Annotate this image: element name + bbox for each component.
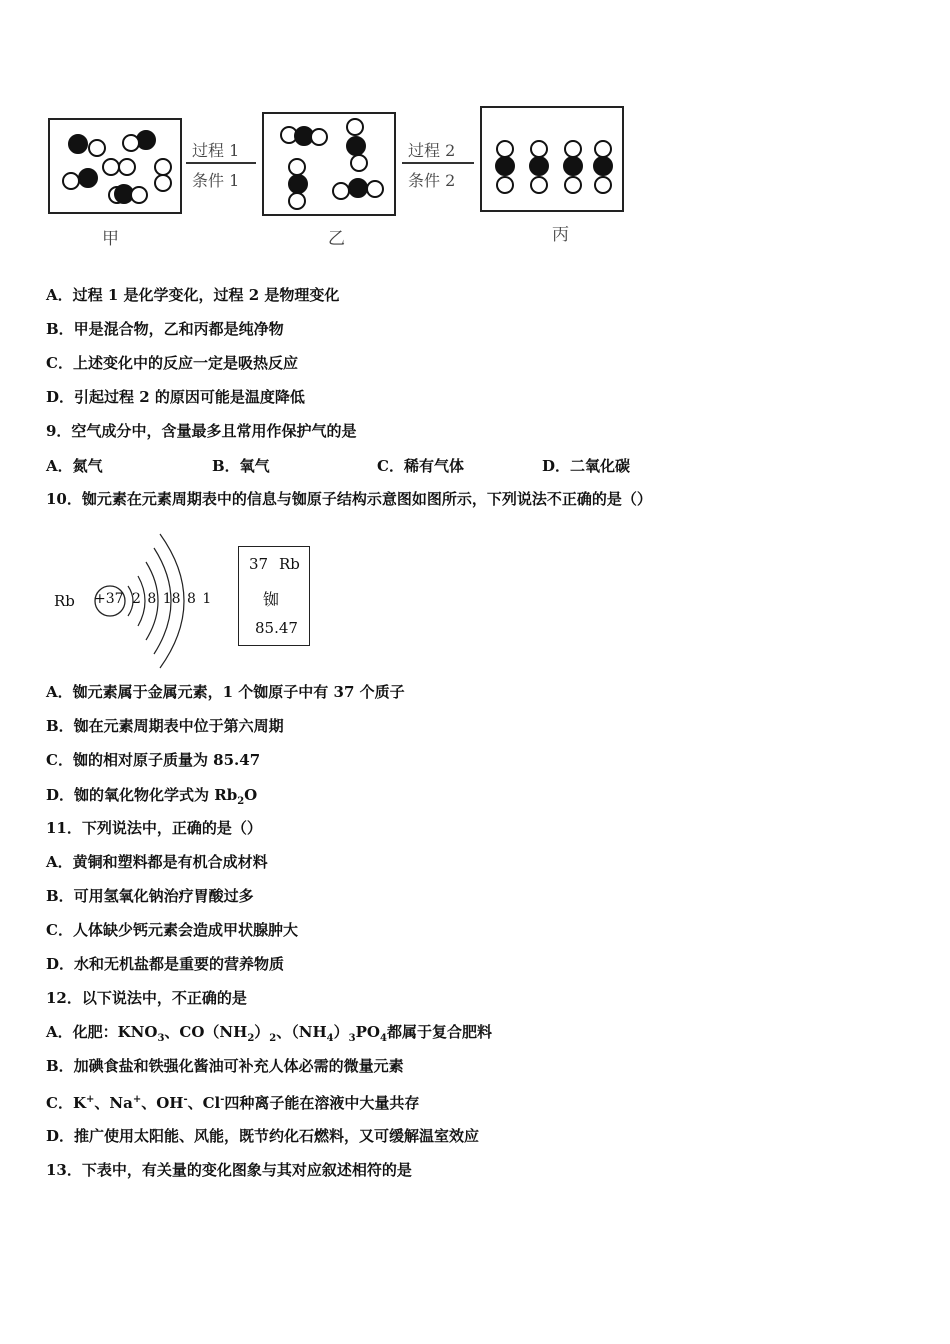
element-symbol: Rb bbox=[279, 555, 300, 573]
q10-d-text-end: O bbox=[244, 786, 258, 804]
white-atom bbox=[594, 176, 612, 194]
q12-c-part: 、OH bbox=[141, 1094, 184, 1112]
q12-a-sub: 3 bbox=[157, 1033, 165, 1044]
q12-stem: 12．以下说法中，不正确的是 bbox=[46, 989, 247, 1007]
white-atom bbox=[564, 176, 582, 194]
q11-option-b: B．可用氢氧化钠治疗胃酸过多 bbox=[46, 887, 254, 905]
white-atom bbox=[88, 139, 106, 157]
q10-option-b: B．铷在元素周期表中位于第六周期 bbox=[46, 717, 284, 735]
black-atom bbox=[288, 174, 308, 194]
q12-a-sub: 2 bbox=[247, 1033, 255, 1044]
q12-c-part: 四种离子能在溶液中大量共存 bbox=[224, 1094, 420, 1112]
black-atom bbox=[346, 136, 366, 156]
atomic-number: 37 bbox=[249, 555, 269, 573]
q12-c-part: 、Na bbox=[94, 1094, 133, 1112]
white-atom bbox=[118, 158, 136, 176]
q10-stem: 10．铷元素在元素周期表中的信息与铷原子结构示意图如图所示，下列说法不正确的是（） bbox=[46, 490, 652, 508]
q12-c-sup: - bbox=[220, 1094, 225, 1105]
box-bing bbox=[480, 106, 624, 212]
white-atom bbox=[310, 128, 328, 146]
q12-c-sup: - bbox=[183, 1094, 188, 1105]
q8-option-d: D．引起过程 2 的原因可能是温度降低 bbox=[46, 388, 305, 406]
arrow1-line bbox=[186, 162, 256, 164]
q11-option-c: C．人体缺少钙元素会造成甲状腺肿大 bbox=[46, 921, 298, 939]
white-atom bbox=[122, 134, 140, 152]
q12-a-sub: 4 bbox=[326, 1033, 334, 1044]
black-atom bbox=[78, 168, 98, 188]
arrow1-top-label: 过程 1 bbox=[192, 141, 240, 160]
q12-a-part: 、（NH bbox=[276, 1023, 327, 1041]
black-atom bbox=[68, 134, 88, 154]
q12-a-sub: 4 bbox=[379, 1033, 387, 1044]
q12-option-b: B．加碘食盐和铁强化酱油可补充人体必需的微量元素 bbox=[46, 1057, 404, 1075]
caption-yi: 乙 bbox=[328, 229, 345, 249]
box-jia bbox=[48, 118, 182, 214]
q12-option-a bbox=[46, 1022, 492, 1049]
black-atom bbox=[593, 156, 613, 176]
arrow2-line bbox=[402, 162, 474, 164]
white-atom bbox=[288, 192, 306, 210]
q9-option-a: A．氮气 bbox=[46, 457, 103, 475]
white-atom bbox=[350, 154, 368, 172]
arrow2-bottom-label: 条件 2 bbox=[408, 171, 456, 190]
q12-option-d: D．推广使用太阳能、风能，既节约化石燃料，又可缓解温室效应 bbox=[46, 1127, 480, 1145]
q13-stem: 13．下表中，有关量的变化图象与其对应叙述相符的是 bbox=[46, 1161, 412, 1179]
periodic-table-cell bbox=[238, 546, 310, 646]
arrow1-bottom-label: 条件 1 bbox=[192, 171, 240, 190]
q9-option-c: C．稀有气体 bbox=[377, 457, 464, 475]
q10-d-sub: 2 bbox=[237, 796, 245, 807]
box-yi bbox=[262, 112, 396, 216]
white-atom bbox=[530, 176, 548, 194]
q12-c-part: 、Cl bbox=[187, 1094, 221, 1112]
q12-a-sub: 3 bbox=[348, 1033, 356, 1044]
q12-a-part: PO bbox=[355, 1023, 380, 1041]
caption-jia: 甲 bbox=[102, 229, 119, 249]
q12-a-sub: 2 bbox=[269, 1033, 277, 1044]
q12-a-part: A．化肥：KNO bbox=[46, 1023, 158, 1041]
q10-option-a: A．铷元素属于金属元素，1 个铷原子中有 37 个质子 bbox=[46, 683, 405, 701]
black-atom bbox=[495, 156, 515, 176]
shell-electrons: 2 8 18 8 1 bbox=[132, 591, 212, 607]
white-atom bbox=[130, 186, 148, 204]
q8-option-c: C．上述变化中的反应一定是吸热反应 bbox=[46, 354, 298, 372]
q12-a-part: ） bbox=[333, 1023, 349, 1041]
q12-c-sup: + bbox=[132, 1094, 142, 1105]
q9-option-d: D．二氧化碳 bbox=[542, 457, 631, 475]
q12-option-c bbox=[46, 1090, 419, 1113]
q10-d-text: D．铷的氧化物化学式为 Rb bbox=[46, 786, 238, 804]
q8-option-b: B．甲是混合物，乙和丙都是纯净物 bbox=[46, 320, 284, 338]
white-atom bbox=[366, 180, 384, 198]
atom-symbol: Rb bbox=[54, 592, 75, 610]
q12-a-part: 都属于复合肥料 bbox=[386, 1023, 492, 1041]
q12-a-part: 、CO（NH bbox=[164, 1023, 248, 1041]
q12-c-part: C．K bbox=[46, 1094, 86, 1112]
q11-option-d: D．水和无机盐都是重要的营养物质 bbox=[46, 955, 285, 973]
white-atom bbox=[154, 174, 172, 192]
white-atom bbox=[346, 118, 364, 136]
q11-stem: 11．下列说法中，正确的是（） bbox=[46, 819, 262, 837]
q12-a-part: ） bbox=[254, 1023, 270, 1041]
white-atom bbox=[496, 176, 514, 194]
q10-option-d bbox=[46, 785, 257, 812]
black-atom bbox=[348, 178, 368, 198]
nucleus-charge: +37 bbox=[94, 591, 124, 607]
black-atom bbox=[529, 156, 549, 176]
molecule-process-diagram bbox=[46, 100, 636, 250]
arrow2-top-label: 过程 2 bbox=[408, 141, 456, 160]
caption-bing: 丙 bbox=[552, 225, 569, 245]
atomic-mass: 85.47 bbox=[255, 619, 298, 637]
q8-option-a: A．过程 1 是化学变化，过程 2 是物理变化 bbox=[46, 286, 340, 304]
q9-stem: 9．空气成分中，含量最多且常用作保护气的是 bbox=[46, 422, 357, 440]
black-atom bbox=[563, 156, 583, 176]
q9-option-b: B．氧气 bbox=[212, 457, 270, 475]
rubidium-atom-structure bbox=[46, 524, 216, 674]
q11-option-a: A．黄铜和塑料都是有机合成材料 bbox=[46, 853, 268, 871]
q10-option-c: C．铷的相对原子质量为 85.47 bbox=[46, 751, 261, 769]
element-name: 铷 bbox=[263, 590, 280, 609]
q12-c-sup: + bbox=[85, 1094, 95, 1105]
